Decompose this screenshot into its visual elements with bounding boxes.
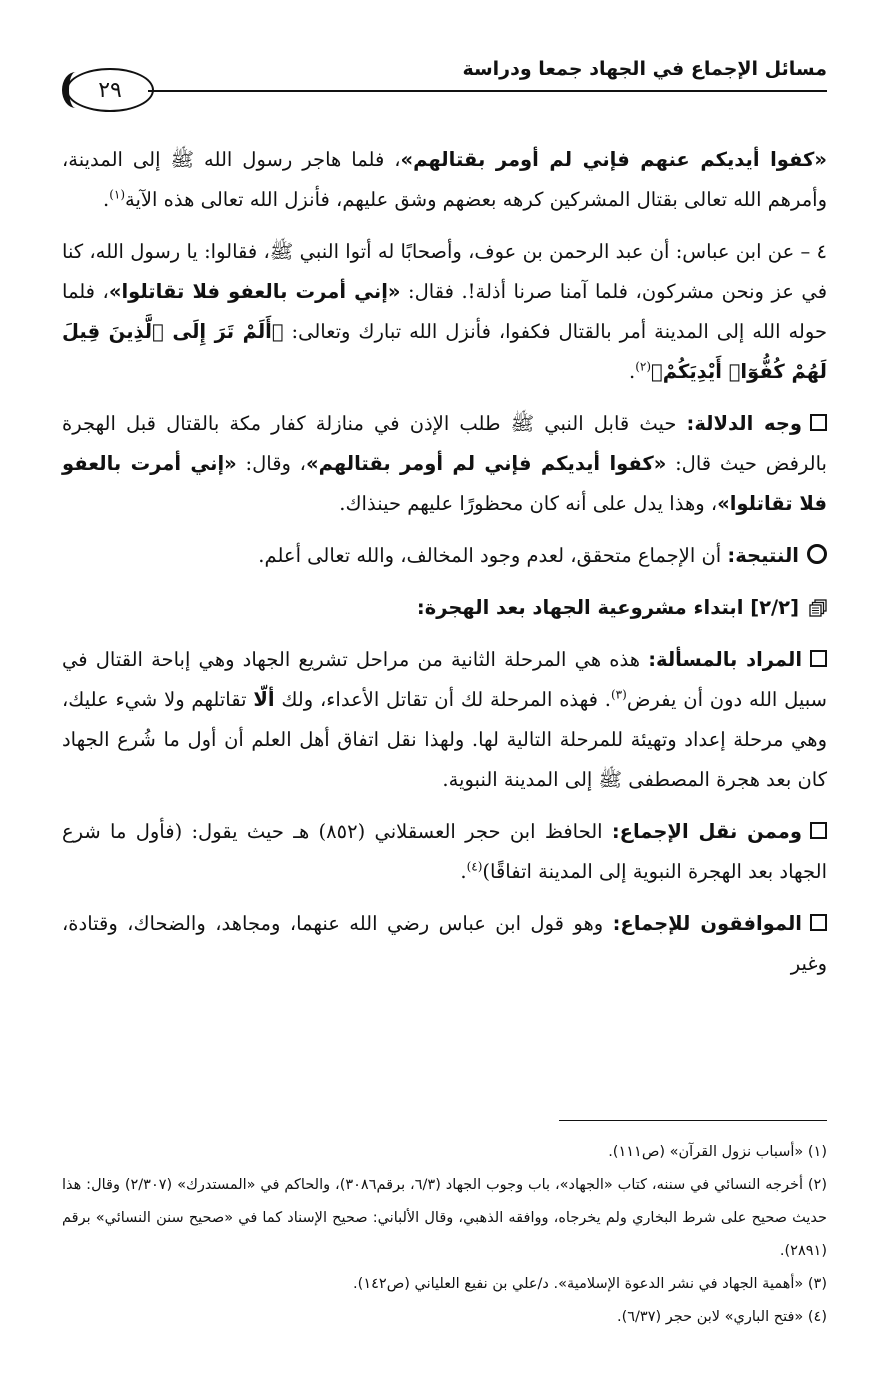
quran-verse: ﴿أَلَمْ تَرَ إِلَى ٱلَّذِينَ قِيلَ لَهُمْ كُفُّوٓا۟ أَيْدِيَكُمْ﴾ (62, 320, 827, 383)
paragraph-6: وممن نقل الإجماع: الحافظ ابن حجر العسقلاني (٨٥٢) هـ حيث يقول: (فأول ما شرع الجهاد بعد الهجرة النبوية إلى المدينة اتفاقًا)$^{(٤)}$. (62, 820, 827, 883)
paragraph-label: النتيجة: (727, 544, 799, 567)
paragraph-7: الموافقون للإجماع: وهو قول ابن عباس رضي الله عنهما، ومجاهد، والضحاك، وقتادة، وغير (62, 912, 827, 975)
checkbox-bullet-icon (810, 914, 827, 931)
paragraph-1: «كفوا أيديكم عنهم فإني لم أومر بقتالهم»، فلما هاجر رسول الله ﷺ إلى المدينة، وأمرهم الله تعالى بقتال المشركين كرهه بعضهم وشق عليهم، فأنزل الله تعالى هذه الآية$^{(١)}$. (62, 148, 827, 211)
hadith-quote: «كفوا أيديكم عنهم فإني لم أومر بقتالهم» (400, 148, 827, 171)
section-number: [٢/٢] (750, 596, 799, 619)
paragraph-text: ٤ – عن ابن عباس: أن عبد الرحمن بن عوف، وأصحابًا له أتوا النبي ﷺ، فقالوا: يا رسول الله، كنا في عز ونحن مشركون، فلما آمنا صرنا أذلة!. فقال: (62, 240, 828, 303)
hadith-quote: «إني أمرت بالعفو فلا تقاتلوا» (62, 452, 827, 515)
footnote-separator (559, 1120, 827, 1121)
footnote-3: (٣) «أهمية الجهاد في نشر الدعوة الإسلامية». د/علي بن نفيع العلياني (ص١٤٢). (353, 1276, 827, 1292)
footnote-4: (٤) «فتح الباري» لابن حجر (٦/٣٧). (616, 1309, 827, 1325)
book-title: مسائل الإجماع في الجهاد جمعا ودراسة (462, 58, 827, 80)
running-header (60, 48, 827, 103)
paragraph-label: الموافقون للإجماع: (612, 912, 802, 935)
page-body (62, 140, 827, 996)
footnote-ref[interactable]: (١) (109, 187, 126, 202)
page-number: ٢٩ (98, 77, 122, 103)
checkbox-bullet-icon (810, 822, 827, 839)
section-heading (62, 588, 827, 628)
stacked-pages-icon (809, 599, 827, 617)
paragraph-2: ٤ – عن ابن عباس: أن عبد الرحمن بن عوف، وأصحابًا له أتوا النبي ﷺ، فقالوا: يا رسول الله، كنا في عز ونحن مشركون، فلما آمنا صرنا أذلة!. فقال: «إني أمرت بالعفو فلا تقاتلوا»، فلما حوله الله إلى المدينة أمر بالقتال فكفوا، فأنزل الله تبارك وتعالى: ﴿أَلَمْ تَرَ إِلَى ٱلَّذِينَ قِيلَ لَهُمْ كُفُّوٓا۟ أَيْدِيَكُمْ﴾$^{(٢)}$. (62, 240, 828, 383)
footnote-ref[interactable]: (٤) (466, 859, 483, 874)
header-rule (148, 90, 827, 92)
footnotes (62, 1136, 827, 1334)
footnote-ref[interactable]: (٣) (610, 687, 627, 702)
page-number-badge (66, 68, 154, 112)
paragraph-4: النتيجة: أن الإجماع متحقق، لعدم وجود المخالف، والله تعالى أعلم. (62, 536, 827, 576)
paragraph-label: المراد بالمسألة: (648, 648, 803, 671)
paragraph-text: ، فلما حوله الله إلى المدينة أمر بالقتال فكفوا، فأنزل الله تبارك وتعالى: (62, 280, 827, 343)
hadith-quote: «إني أمرت بالعفو فلا تقاتلوا» (108, 280, 401, 303)
checkbox-bullet-icon (810, 414, 827, 431)
paragraph-label: وجه الدلالة: (686, 412, 802, 435)
paragraph-3: وجه الدلالة: حيث قابل النبي ﷺ طلب الإذن في منازلة كفار مكة بالقتال قبل الهجرة بالرفض حيث قال: «كفوا أيديكم فإني لم أومر بقتالهم»، وقال: «إني أمرت بالعفو فلا تقاتلوا»، وهذا يدل على أنه كان محظورًا عليهم حينذاك. (62, 412, 827, 515)
section-title: ابتداء مشروعية الجهاد بعد الهجرة: (416, 596, 751, 619)
paragraph-5: المراد بالمسألة: هذه هي المرحلة الثانية من مراحل تشريع الجهاد وهي إباحة القتال في سبيل الله دون أن يفرض$^{(٣)}$. فهذه المرحلة لك أن تقاتل الأعداء، ولك ألّا تقاتلهم ولا شيء عليك، وهي مرحلة إعداد وتهيئة للمرحلة التالية لها. ولهذا نقل اتفاق أهل العلم أن أول ما شُرع الجهاد كان بعد هجرة المصطفى ﷺ إلى المدينة النبوية. (62, 648, 827, 791)
paragraph-label: وممن نقل الإجماع: (611, 820, 802, 843)
footnote-2: (٢) أخرجه النسائي في سننه، كتاب «الجهاد»، باب وجوب الجهاد (٦/٣، برقم٣٠٨٦)، والحاكم في «المستدرك» (٢/٣٠٧) وقال: هذا حديث صحيح على شرط البخاري ولم يخرجاه، ووافقه الذهبي، وقال الألباني: صحيح الإسناد كما في «صحيح سنن النسائي» برقم (٢٨٩١). (62, 1177, 827, 1259)
checkbox-bullet-icon (810, 650, 827, 667)
hadith-quote: «كفوا أيديكم فإني لم أومر بقتالهم» (305, 452, 667, 475)
footnote-1: (١) «أسباب نزول القرآن» (ص١١١). (608, 1144, 827, 1160)
footnote-ref[interactable]: (٢) (635, 359, 652, 374)
circle-bullet-icon (807, 544, 827, 564)
paragraph-text: ، فلما هاجر رسول الله ﷺ إلى المدينة، وأمرهم الله تعالى بقتال المشركين كرهه بعضهم وشق عليهم، فأنزل الله تعالى هذه الآية (62, 148, 827, 211)
